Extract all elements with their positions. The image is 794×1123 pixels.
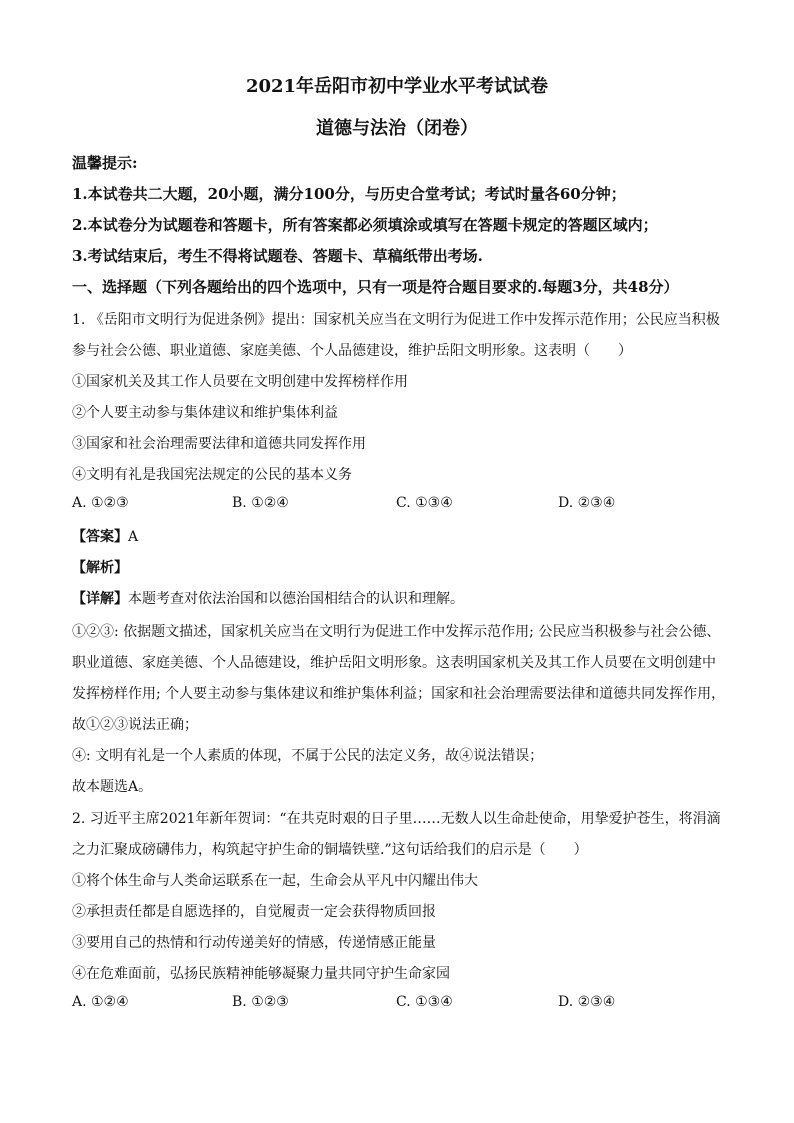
- q1-explain-line-6: 故本题选A。: [72, 779, 153, 795]
- q2-statement-2: ②承担责任都是自愿选择的，自觉履责一定会获得物质回报: [72, 904, 436, 920]
- q1-statement-4: ④文明有礼是我国宪法规定的公民的基本义务: [72, 467, 352, 483]
- q1-stem-line-2: 参与社会公德、职业道德、家庭美德、个人品德建设，维护岳阳文明形象。这表明（ ）: [72, 343, 632, 359]
- q2-stem-line-1: 2. 习近平主席2021年新年贺词：“在共克时艰的日子里……无数人以生命赴使命，用挚爱护苍生，将涓滴: [72, 811, 721, 827]
- q2-statement-1: ①将个体生命与人类命运联系在一起，生命会从平凡中闪耀出伟大: [72, 873, 478, 889]
- q1-option-a: A. ①②③: [72, 495, 129, 511]
- answer-tag: 【答案】: [72, 529, 128, 545]
- q1-explain-line-3: 发挥榜样作用; 个人要主动参与集体建议和维护集体利益；国家和社会治理需要法律和道德共同发挥作用，: [72, 686, 726, 702]
- tip-item-3: 3.考试结束后，考生不得将试题卷、答题卡、草稿纸带出考场.: [72, 247, 483, 265]
- tips-heading: 温馨提示:: [72, 154, 138, 172]
- q2-statement-4: ④在危难面前，弘扬民族精神能够凝聚力量共同守护生命家园: [72, 966, 450, 982]
- q1-option-b: B. ①②④: [232, 495, 289, 511]
- q1-explain-line-4: 故①②③说法正确；: [72, 717, 198, 733]
- q1-explain-line-2: 职业道德、家庭美德、个人品德建设，维护岳阳文明形象。这表明国家机关及其工作人员要在文明创建中: [72, 655, 716, 671]
- q1-answer: [72, 526, 138, 546]
- q1-statement-3: ③国家和社会治理需要法律和道德共同发挥作用: [72, 436, 366, 452]
- q1-statement-2: ②个人要主动参与集体建议和维护集体利益: [72, 405, 338, 421]
- q1-analysis-tag: [72, 557, 128, 577]
- q1-option-d: D. ②③④: [558, 495, 616, 511]
- tip-item-1: 1.本试卷共二大题，20小题，满分100分，与历史合堂考试；考试时量各60分钟；: [72, 185, 626, 203]
- q2-option-d: D. ②③④: [558, 994, 616, 1010]
- q1-statement-1: ①国家机关及其工作人员要在文明创建中发挥榜样作用: [72, 374, 408, 390]
- q1-detail: [72, 588, 464, 608]
- q1-explain-line-1: ①②③: 依据题文描述，国家机关应当在文明行为促进工作中发挥示范作用; 公民应当积极参与社会公德、: [72, 624, 721, 640]
- q2-option-b: B. ①②③: [232, 994, 289, 1010]
- q2-option-c: C. ①③④: [396, 994, 453, 1010]
- q2-statement-3: ③要用自己的热情和行动传递美好的情感，传递情感正能量: [72, 935, 436, 951]
- q1-explain-line-5: ④: 文明有礼是一个人素质的体现，不属于公民的法定义务，故④说法错误；: [72, 748, 544, 764]
- answer-value: A: [128, 529, 139, 545]
- analysis-tag: 【解析】: [72, 560, 128, 576]
- detail-intro: 本题考查对依法治国和以德治国相结合的认识和理解。: [128, 591, 464, 607]
- q2-stem-line-2: 之力汇聚成磅礴伟力，构筑起守护生命的铜墙铁壁.”这句话给我们的启示是（ ）: [72, 842, 588, 858]
- q2-option-a: A. ①②④: [72, 994, 129, 1010]
- q1-stem-line-1: 1. 《岳阳市文明行为促进条例》提出：国家机关应当在文明行为促进工作中发挥示范作用；公民应当积极: [72, 312, 720, 328]
- section-heading: 一、选择题（下列各题给出的四个选项中，只有一项是符合题目要求的.每题3分，共48分）: [72, 278, 679, 296]
- q1-option-c: C. ①③④: [396, 495, 453, 511]
- page-title: 2021年岳阳市初中学业水平考试试卷: [245, 76, 549, 97]
- tip-item-2: 2.本试卷分为试题卷和答题卡，所有答案都必须填涂或填写在答题卡规定的答题区域内；: [72, 216, 658, 234]
- detail-tag: 【详解】: [72, 591, 128, 607]
- page-subtitle: 道德与法治（闭卷）: [316, 118, 478, 139]
